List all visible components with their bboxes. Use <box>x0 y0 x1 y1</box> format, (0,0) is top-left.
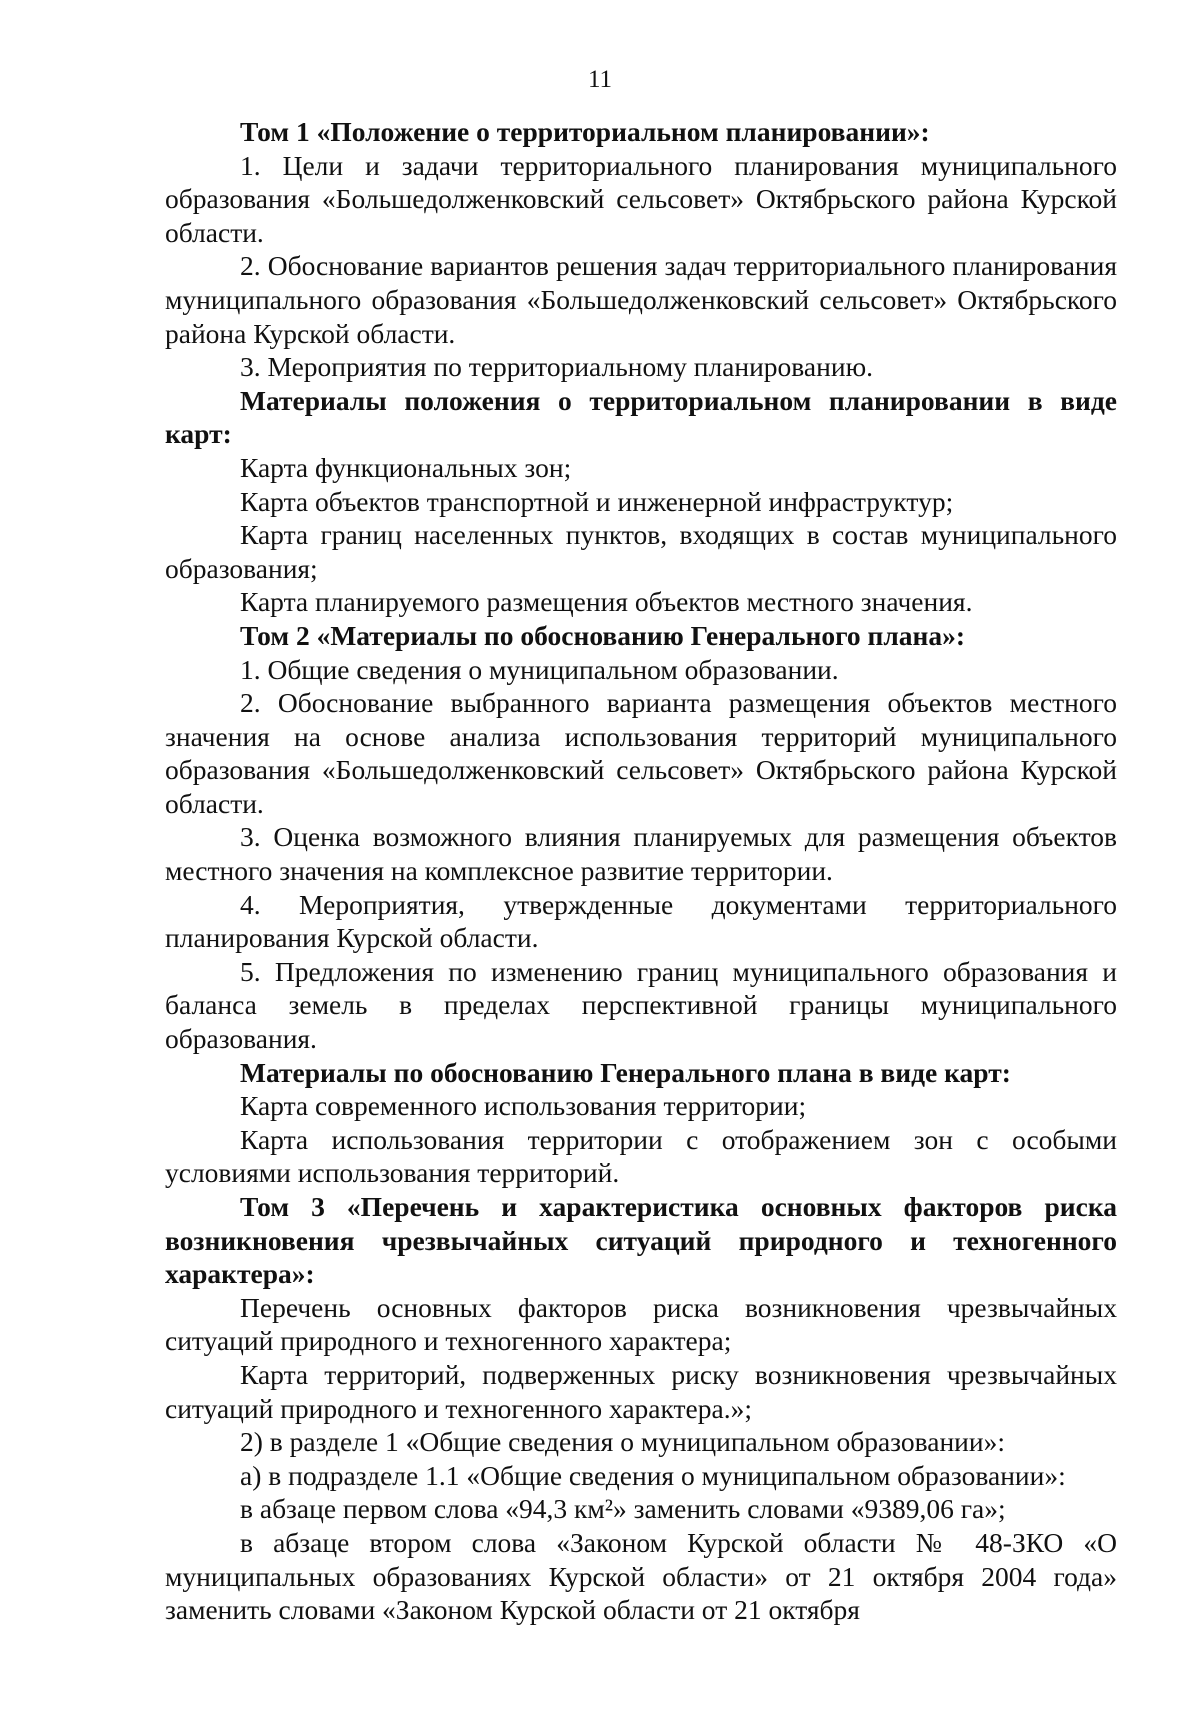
section-heading: Том 2 «Материалы по обоснованию Генерального плана»: <box>240 619 966 651</box>
paragraph: Карта границ населенных пунктов, входящих в состав муниципального образования; <box>165 519 1117 584</box>
paragraph: 2. Обоснование вариантов решения задач территориального планирования муниципального образования «Большедолженковский сельсовет» Октябрьского района Курской области. <box>165 250 1117 349</box>
paragraph: Карта планируемого размещения объектов местного значения. <box>240 586 973 618</box>
paragraph: в абзаце втором слова «Законом Курской области № 48-ЗКО «О муниципальных образованиях Курской области» от 21 октября 2004 года» заменить словами «Законом Курской области от 21 октября <box>165 1526 1117 1626</box>
document-body <box>165 115 1117 1627</box>
section-heading: Том 1 «Положение о территориальном планировании»: <box>240 116 930 147</box>
section-heading: Материалы положения о территориальном планировании в виде карт: <box>165 384 1117 450</box>
paragraph: 3. Оценка возможного влияния планируемых для размещения объектов местного значения на комплексное развитие территории. <box>165 821 1117 887</box>
paragraph: 2) в разделе 1 «Общие сведения о муниципальном образовании»: <box>240 1426 1006 1458</box>
paragraph: 2. Обоснование выбранного варианта размещения объектов местного значения на основе анализа использования территорий муниципального образования «Большедолженковский сельсовет» Октябрьского района Курской области. <box>165 687 1117 819</box>
paragraph: в абзаце первом слова «94,3 км²» заменить словами «9389,06 га»; <box>240 1493 1006 1525</box>
paragraph: а) в подразделе 1.1 «Общие сведения о муниципальном образовании»: <box>240 1459 1066 1491</box>
section-heading: Том 3 «Перечень и характеристика основных факторов риска возникновения чрезвычайных ситуаций природного и техногенного характера»: <box>165 1191 1117 1290</box>
page-number: 11 <box>587 66 613 93</box>
paragraph: Карта территорий, подверженных риску возникновения чрезвычайных ситуаций природного и техногенного характера.»; <box>165 1358 1117 1424</box>
paragraph: 5. Предложения по изменению границ муниципального образования и баланса земель в пределах перспективной границы муниципального образования. <box>165 955 1117 1055</box>
paragraph: Перечень основных факторов риска возникновения чрезвычайных ситуаций природного и техногенного характера; <box>165 1291 1117 1357</box>
paragraph: 1. Общие сведения о муниципальном образовании. <box>240 653 839 685</box>
section-heading: Материалы по обоснованию Генерального плана в виде карт: <box>240 1056 1011 1088</box>
paragraph: 1. Цели и задачи территориального планирования муниципального образования «Большедолженковский сельсовет» Октябрьского района Курской области. <box>165 149 1117 248</box>
paragraph: Карта использования территории с отображением зон с особыми условиями использования территорий. <box>165 1123 1117 1189</box>
paragraph: 4. Мероприятия, утвержденные документами территориального планирования Курской области. <box>165 888 1117 954</box>
paragraph: 3. Мероприятия по территориальному планированию. <box>240 351 873 383</box>
paragraph: Карта современного использования территории; <box>240 1090 807 1122</box>
paragraph: Карта функциональных зон; <box>240 451 572 483</box>
paragraph: Карта объектов транспортной и инженерной инфраструктур; <box>240 485 954 517</box>
